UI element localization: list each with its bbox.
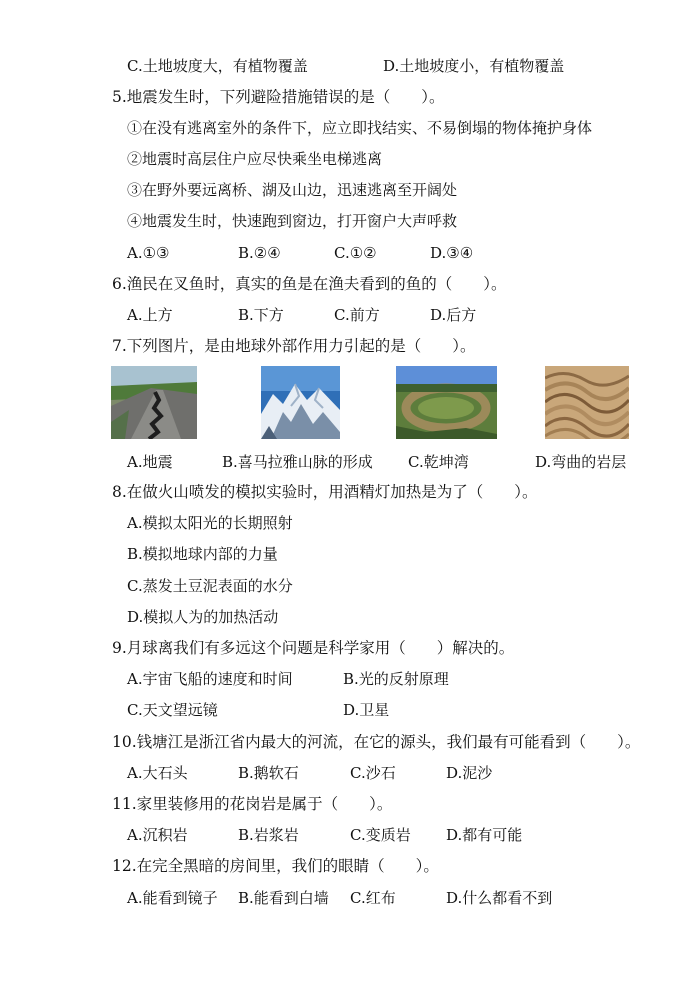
- q9-stem: 9.月球离我们有多远这个问题是科学家用（ ）解决的。: [112, 639, 515, 657]
- q8-option-b: B.模拟地球内部的力量: [127, 545, 278, 563]
- q10-stem: 10.钱塘江是浙江省内最大的河流，在它的源头，我们最有可能看到（ ）。: [112, 733, 641, 751]
- q7-option-d: D.弯曲的岩层: [535, 453, 627, 471]
- q5-option-b: B.②④: [238, 244, 281, 262]
- q5-stem: 5.地震发生时，下列避险措施错误的是（ ）。: [112, 88, 445, 106]
- q6-option-a: A.上方: [127, 306, 173, 324]
- q12-option-c: C.红布: [350, 889, 396, 907]
- q6-option-c: C.前方: [334, 306, 380, 324]
- q5-option-d: D.③④: [430, 244, 474, 262]
- q6-stem: 6.渔民在叉鱼时，真实的鱼是在渔夫看到的鱼的（ ）。: [112, 275, 507, 293]
- q9-option-b: B.光的反射原理: [343, 670, 449, 688]
- q11-option-b: B.岩浆岩: [238, 826, 299, 844]
- qiankun-bay-image: [396, 366, 497, 439]
- q10-option-c: C.沙石: [350, 764, 396, 782]
- q5-statement-4: ④地震发生时，快速跑到窗边，打开窗户大声呼救: [127, 212, 458, 230]
- q6-option-b: B.下方: [238, 306, 284, 324]
- q9-option-a: A.宇宙飞船的速度和时间: [127, 670, 293, 688]
- q8-stem: 8.在做火山喷发的模拟实验时，用酒精灯加热是为了（ ）。: [112, 483, 538, 501]
- q8-option-c: C.蒸发土豆泥表面的水分: [127, 577, 293, 595]
- q7-option-b: B.喜马拉雅山脉的形成: [222, 453, 373, 471]
- q5-option-c: C.①②: [334, 244, 377, 262]
- q7-option-a: A.地震: [127, 453, 173, 471]
- q9-option-c: C.天文望远镜: [127, 701, 218, 719]
- q9-option-d: D.卫星: [343, 701, 390, 719]
- himalaya-mountains-image: [261, 366, 340, 439]
- q7-stem: 7.下列图片，是由地球外部作用力引起的是（ ）。: [112, 337, 476, 355]
- q5-statement-1: ①在没有逃离室外的条件下，应立即找结实、不易倒塌的物体掩护身体: [127, 119, 593, 137]
- q5-option-a: A.①③: [127, 244, 170, 262]
- q8-option-d: D.模拟人为的加热活动: [127, 608, 279, 626]
- q4-option-d: D.土地坡度小，有植物覆盖: [383, 57, 565, 75]
- q12-option-a: A.能看到镜子: [127, 889, 218, 907]
- q10-option-a: A.大石头: [127, 764, 188, 782]
- q12-option-b: B.能看到白墙: [238, 889, 329, 907]
- q11-option-a: A.沉积岩: [127, 826, 188, 844]
- q6-option-d: D.后方: [430, 306, 477, 324]
- q11-option-c: C.变质岩: [350, 826, 411, 844]
- q11-stem: 11.家里装修用的花岗岩是属于（ ）。: [112, 795, 393, 813]
- q5-statement-2: ②地震时高层住户应尽快乘坐电梯逃离: [127, 150, 383, 168]
- q5-statement-3: ③在野外要远离桥、湖及山边，迅速逃离至开阔处: [127, 181, 458, 199]
- q4-option-c: C.土地坡度大，有植物覆盖: [127, 57, 308, 75]
- earthquake-road-image: [111, 366, 197, 439]
- folded-rock-layers-image: [545, 366, 629, 439]
- q12-stem: 12.在完全黑暗的房间里，我们的眼睛（ ）。: [112, 857, 439, 875]
- q11-option-d: D.都有可能: [446, 826, 523, 844]
- q10-option-d: D.泥沙: [446, 764, 493, 782]
- q7-option-c: C.乾坤湾: [408, 453, 469, 471]
- q10-option-b: B.鹅软石: [238, 764, 299, 782]
- q12-option-d: D.什么都看不到: [446, 889, 553, 907]
- q8-option-a: A.模拟太阳光的长期照射: [127, 514, 293, 532]
